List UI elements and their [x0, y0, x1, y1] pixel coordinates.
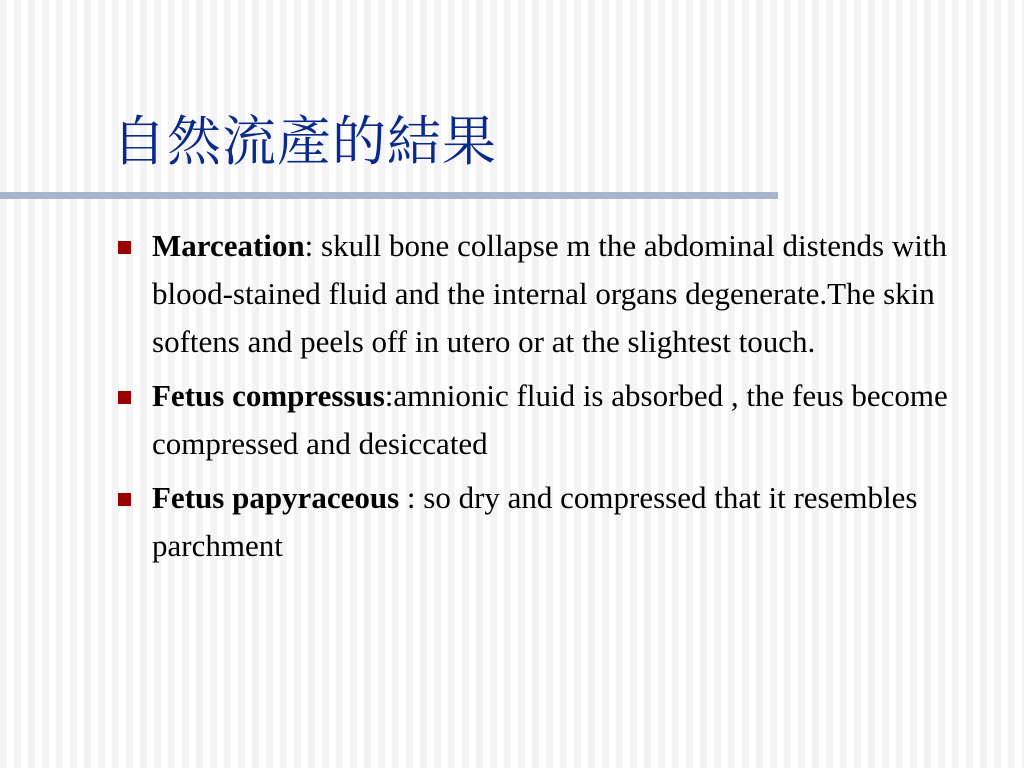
bullet-text: : so dry and compressed that it resembles parchment: [152, 480, 918, 563]
bullet-list: [112, 222, 992, 576]
bullet-item-fetus-compressus: [112, 372, 992, 468]
bullet-item-marceation: [112, 222, 992, 366]
slide-title: 自然流產的結果: [112, 110, 497, 173]
title-divider: [0, 192, 778, 199]
square-bullet-icon: [118, 493, 131, 506]
square-bullet-icon: [118, 241, 131, 254]
bullet-text: : skull bone collapse m the abdominal distends with blood-stained fluid and the internal organs degenerate.The skin softens and peels off in utero or at the slightest touch.: [152, 228, 947, 359]
bullet-text: :amnionic fluid is absorbed , the feus become compressed and desiccated: [152, 378, 948, 461]
bullet-term: Marceation: [152, 228, 305, 263]
bullet-item-fetus-papyraceous: [112, 474, 992, 570]
square-bullet-icon: [118, 391, 131, 404]
bullet-term: Fetus papyraceous: [152, 480, 400, 515]
bullet-term: Fetus compressus: [152, 378, 385, 413]
